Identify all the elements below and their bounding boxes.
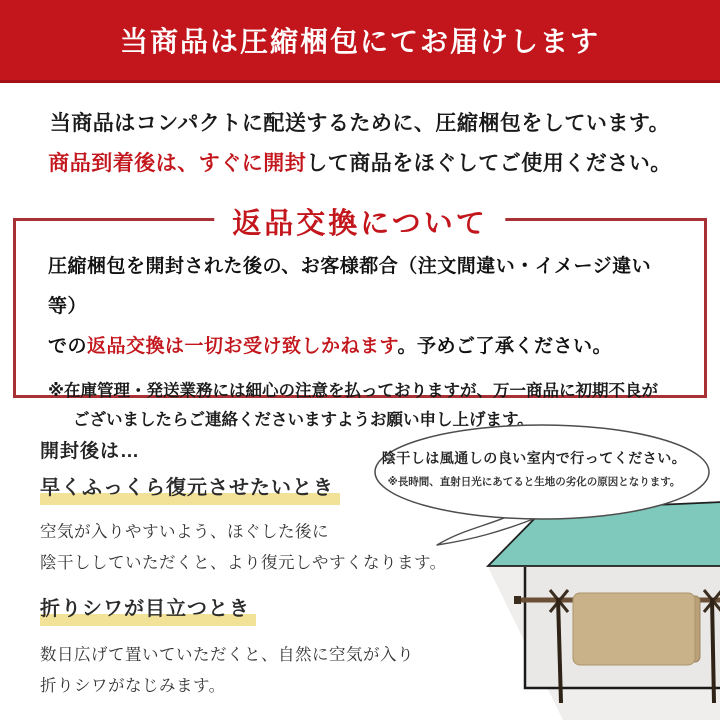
tip-restore-title: 早くふっくら復元させたいとき [40, 474, 340, 505]
tip-wrinkle-title: 折りシワが目立つとき [40, 595, 256, 626]
tip-restore-line2: 陰干ししていただくと、より復元しやすくなります。 [40, 554, 447, 572]
intro-line2 [0, 144, 720, 184]
returns-box-title: 返品交換について [214, 201, 505, 242]
stock-note-line2: ございましたらご連絡くださいますようお願い申し上げます。 [73, 411, 534, 429]
banner-title: 当商品は圧縮梱包にてお届けします [119, 26, 600, 57]
after-opening-heading: 開封後は… [40, 441, 141, 462]
returns-line2-post: 。予めご了承ください。 [397, 336, 613, 357]
returns-line1: 圧縮梱包を開封された後の、お客様都合（注文間違い・イメージ違い等） [48, 256, 652, 317]
returns-box [13, 208, 707, 429]
futon-blanket [573, 593, 695, 665]
returns-line2-pre: での [48, 336, 88, 357]
pole-end-cap [514, 596, 521, 604]
rack-leg-right [712, 598, 714, 703]
bubble-line2: ※長時間、直射日光にあてると生地の劣化の原因となります。 [387, 476, 681, 488]
returns-line2-red: 返品交換は一切お受け致しかねます [87, 336, 398, 357]
bubble-line1: 陰干しは風通しの良い室内で行ってください。 [381, 450, 687, 466]
intro-text [0, 104, 720, 184]
stock-note-line1: ※在庫管理・発送業務には細心の注意を払っておりますが、万一商品に初期不良が [48, 382, 659, 400]
tip-restore-line1: 空気が入りやすいよう、ほぐした後に [40, 523, 329, 541]
speech-bubble-text [378, 447, 690, 490]
compression-banner [0, 0, 720, 83]
intro-line2-rest: して商品をほぐしてご使用ください。 [306, 152, 672, 175]
intro-line2-red: 商品到着後は、すぐに開封 [48, 152, 307, 175]
returns-policy-text [16, 221, 704, 367]
intro-line1: 当商品はコンパクトに配送するために、圧縮梱包をしています。 [49, 112, 671, 135]
tip-wrinkle-line1: 数日広げて置いていただくと、自然に空気が入り [40, 646, 414, 664]
tip-wrinkle-line2: 折りシワがなじみます。 [40, 677, 226, 695]
